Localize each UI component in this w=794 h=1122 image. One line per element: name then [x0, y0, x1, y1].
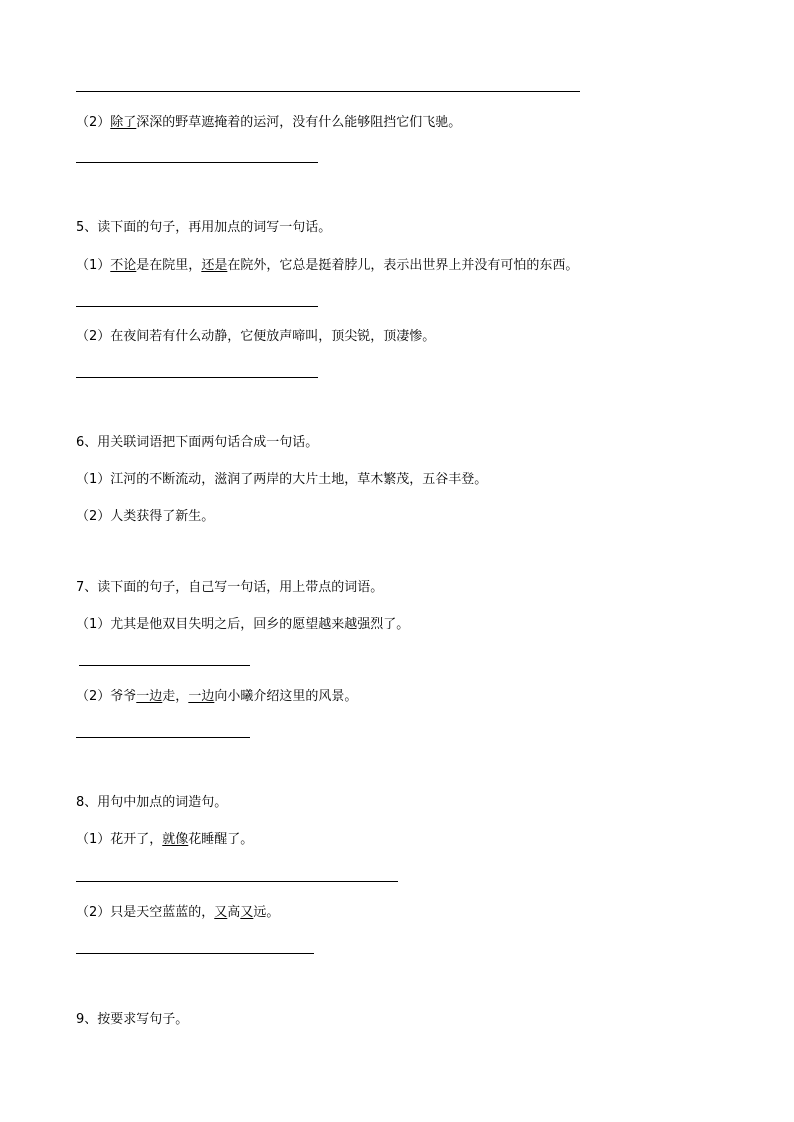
- key-word: 还是: [201, 258, 228, 273]
- question-item: （2）人类获得了新生。: [76, 509, 215, 524]
- item-text: 走，: [162, 689, 189, 704]
- item-prefix: （2）: [76, 115, 111, 130]
- question-heading: 7、读下面的句子，自己写一句话，用上带点的词语。: [76, 580, 384, 595]
- question-item: （2）在夜间若有什么动静，它便放声啼叫，顶尖锐，顶凄惨。: [76, 329, 436, 344]
- item-text: 是在院里，: [136, 258, 202, 273]
- question-heading: 6、用关联词语把下面两句话合成一句话。: [76, 435, 319, 450]
- answer-line[interactable]: [76, 953, 314, 954]
- answer-line[interactable]: [76, 881, 398, 882]
- item-text: 深深的野草遮掩着的运河，没有什么能够阻挡它们飞驰。: [136, 115, 462, 130]
- key-word: 不论: [110, 258, 137, 273]
- answer-line[interactable]: [76, 306, 318, 307]
- question-item: [76, 688, 357, 706]
- question-item: （1）江河的不断流动，滋润了两岸的大片土地，草木繁茂，五谷丰登。: [76, 472, 488, 487]
- answer-line[interactable]: [79, 665, 250, 666]
- question-item: [76, 257, 578, 275]
- question-heading: 9、按要求写句子。: [76, 1012, 189, 1027]
- item-prefix: （1）: [76, 258, 111, 273]
- question-item: [76, 904, 279, 922]
- answer-line[interactable]: [76, 737, 250, 738]
- key-word: 一边: [188, 689, 215, 704]
- item-text: 高: [227, 905, 241, 920]
- item-text: 花睡醒了。: [188, 832, 254, 847]
- item-text: 在院外，它总是挺着脖儿，表示出世界上并没有可怕的东西。: [227, 258, 579, 273]
- question-heading: 8、用句中加点的词造句。: [76, 795, 228, 810]
- question-item: [76, 114, 461, 132]
- question-heading: 5、读下面的句子，再用加点的词写一句话。: [76, 220, 332, 235]
- item-text: 远。: [253, 905, 280, 920]
- answer-line[interactable]: [76, 377, 318, 378]
- item-prefix: （2）只是天空蓝蓝的，: [76, 905, 215, 920]
- item-text: 向小曦介绍这里的风景。: [214, 689, 358, 704]
- item-prefix: （1）花开了，: [76, 832, 163, 847]
- item-prefix: （2）爷爷: [76, 689, 137, 704]
- key-word: 又: [214, 905, 228, 920]
- key-word: 除了: [110, 115, 137, 130]
- answer-line[interactable]: [76, 91, 580, 92]
- key-word: 一边: [136, 689, 163, 704]
- answer-line[interactable]: [76, 162, 318, 163]
- key-word: 就像: [162, 832, 189, 847]
- question-item: （1）尤其是他双目失明之后，回乡的愿望越来越强烈了。: [76, 617, 410, 632]
- question-item: [76, 831, 253, 849]
- key-word: 又: [240, 905, 254, 920]
